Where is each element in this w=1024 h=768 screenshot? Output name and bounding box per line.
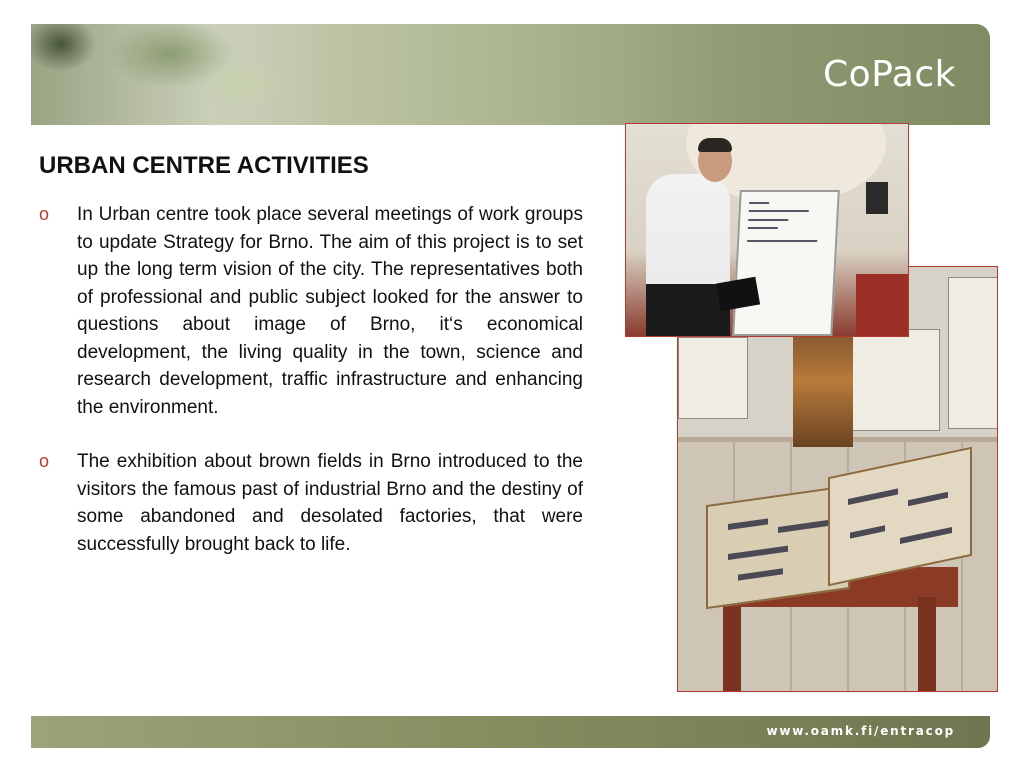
slide-title: URBAN CENTRE ACTIVITIES <box>39 152 369 179</box>
table-leg <box>723 607 741 691</box>
footer-bar <box>31 716 990 748</box>
header-plant-photo <box>31 24 331 125</box>
flipchart <box>732 190 840 336</box>
brand-logo: CoPack <box>823 54 956 95</box>
exhibition-poster <box>948 277 998 429</box>
bullet-text-meetings: In Urban centre took place several meetings of work groups to update Strategy for Brno. The aim of this project is to set up the long term vision of the city. The representatives both of professional and public subject looked for the answer to questions about image of Brno, it‘s economical development, the living quality in the town, science and research development, traffic infrastructure and enhancing the environment. <box>77 204 583 418</box>
bullet-list <box>39 201 583 585</box>
bullet-marker: o <box>39 451 50 471</box>
loom-machine <box>793 337 853 447</box>
presenter-body <box>646 174 730 336</box>
footer-url: www.oamk.fi/entracop <box>766 724 955 738</box>
bullet-text-exhibition: The exhibition about brown fields in Brno introduced to the visitors the famous past of industrial Brno and the destiny of some abandoned and desolated factories, that were successfully brought back to life. <box>77 451 583 555</box>
header-banner <box>31 24 990 125</box>
presenter-photo <box>625 123 909 337</box>
bullet-item <box>39 448 583 558</box>
exhibition-poster <box>678 337 748 419</box>
table-leg <box>918 597 936 691</box>
presenter-hair <box>698 138 732 152</box>
speaker-box <box>866 182 888 214</box>
red-panel <box>856 274 908 336</box>
exhibition-poster <box>848 329 940 431</box>
bullet-marker: o <box>39 204 50 224</box>
bullet-item <box>39 201 583 421</box>
